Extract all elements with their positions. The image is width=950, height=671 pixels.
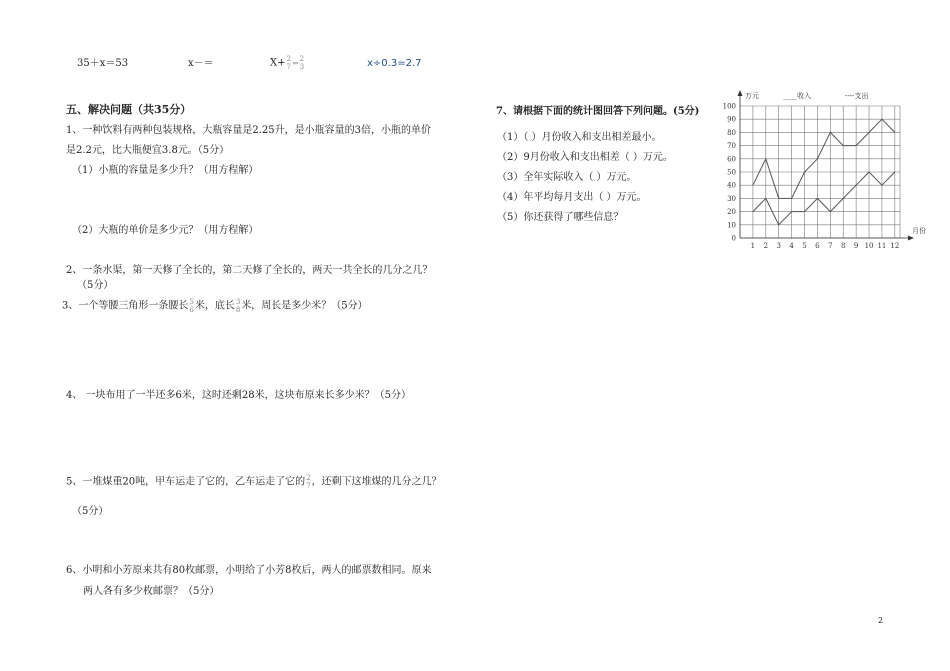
fraction-numerator: 2 <box>299 55 305 63</box>
x-axis-arrow <box>908 236 914 241</box>
y-axis-label: 万元 <box>745 92 759 100</box>
question-5-suffix: ，还剩下这堆煤的几分之几？ <box>311 476 442 488</box>
question-2-line-2: （5分） <box>77 280 114 291</box>
x-tick-label: 1 <box>750 242 756 250</box>
question-7-item: （3）全年实际收入（ ）万元。 <box>497 172 637 183</box>
x-tick-label: 12 <box>890 242 900 250</box>
y-tick-label: 60 <box>727 155 736 164</box>
y-tick-label: 100 <box>722 102 736 111</box>
y-tick-label: 30 <box>727 194 736 203</box>
question-4: 4、 一块布用了一半还多6米，这时还剩28米，这块布原来长多少米？（5分） <box>66 390 411 401</box>
equation-4: x÷0.3=2.7 <box>367 58 422 69</box>
question-3-middle: 米，底长 <box>194 300 235 312</box>
x-axis-label: 月份 <box>912 227 926 235</box>
question-7-item: （5）你还获得了哪些信息？ <box>497 212 624 223</box>
y-tick-label: 50 <box>727 168 736 177</box>
question-3-suffix: 米，周长是多少米？（5分） <box>241 300 368 312</box>
question-5-line-2: （5分） <box>72 506 109 517</box>
page-number: 2 <box>878 616 884 625</box>
legend-expense: ----支出 <box>845 92 869 100</box>
legend-income: ____收入 <box>783 92 811 100</box>
x-tick-label: 9 <box>853 242 859 250</box>
fraction-denominator: 8 <box>235 306 241 314</box>
y-tick-label: 40 <box>727 181 736 190</box>
fraction-numerator: 2 <box>306 474 311 482</box>
x-tick-label: 11 <box>877 242 887 250</box>
fraction-numerator: 2 <box>286 55 291 63</box>
section-title: 五、解决问题（共35分） <box>66 103 192 116</box>
x-tick-label: 8 <box>840 242 846 250</box>
fraction-denominator: 7 <box>306 482 311 490</box>
question-1-sub-1: （1）小瓶的容量是多少升？（用方程解） <box>72 165 259 176</box>
equation-3-prefix: X+ <box>270 57 286 69</box>
x-tick-label: 10 <box>864 242 874 250</box>
question-7-item: （1）（ ）月份收入和支出相差最小。 <box>497 132 662 143</box>
y-tick-label: 0 <box>731 234 736 243</box>
x-tick-label: 2 <box>763 242 769 250</box>
fraction-numerator: 3 <box>235 298 241 306</box>
fraction-denominator: 7 <box>286 63 291 71</box>
question-6-line-2: 两人各有多少枚邮票？（5分） <box>83 586 220 597</box>
y-tick-label: 20 <box>727 208 736 217</box>
question-5-prefix: 5、一堆煤重20吨，甲车运走了它的，乙车运走了它的 <box>66 476 306 488</box>
question-1-sub-2: （2）大瓶的单价是多少元？（用方程解） <box>72 225 259 236</box>
question-2-line-1: 2、一条水渠，第一天修了全长的，第二天修了全长的，两天一共全长的几分之几？ <box>66 265 433 276</box>
x-tick-label: 3 <box>776 242 781 250</box>
x-tick-label: 6 <box>815 242 820 250</box>
x-tick-label: 5 <box>802 242 807 250</box>
fraction-denominator: 3 <box>299 63 305 71</box>
y-tick-label: 80 <box>727 128 736 137</box>
question-1-line-2: 是2.2元，比大瓶便宜3.8元。（5分） <box>66 145 230 156</box>
y-tick-label: 90 <box>727 115 736 124</box>
y-tick-label: 70 <box>727 142 736 151</box>
question-1-line-1: 1、一种饮料有两种包装规格，大瓶容量是2.25升，是小瓶容量的3倍，小瓶的单价 <box>66 125 431 136</box>
question-3-prefix: 3、一个等腰三角形一条腰长 <box>62 300 189 312</box>
fraction-numerator: 5 <box>189 298 194 306</box>
fraction-denominator: 6 <box>189 306 194 314</box>
equation-2: x－＝ <box>188 58 214 69</box>
question-7-title: 7、请根据下面的统计图回答下列问题。(5分) <box>496 106 700 117</box>
y-axis-arrow <box>738 90 743 96</box>
equals-sign: = <box>291 58 299 68</box>
question-7-item: （2）9月份收入和支出相差（ ）万元。 <box>497 152 673 163</box>
x-tick-label: 7 <box>828 242 833 250</box>
question-6-line-1: 6、小明和小芳原来共有80枚邮票，小明给了小芳8枚后，两人的邮票数相同。原来 <box>66 565 432 576</box>
y-tick-label: 10 <box>727 221 736 230</box>
equation-1: 35＋x＝53 <box>77 58 129 69</box>
chart-grid <box>738 90 915 241</box>
x-tick-label: 4 <box>789 242 794 250</box>
question-7-item: （4）年平均每月支出（ ）万元。 <box>497 192 647 203</box>
